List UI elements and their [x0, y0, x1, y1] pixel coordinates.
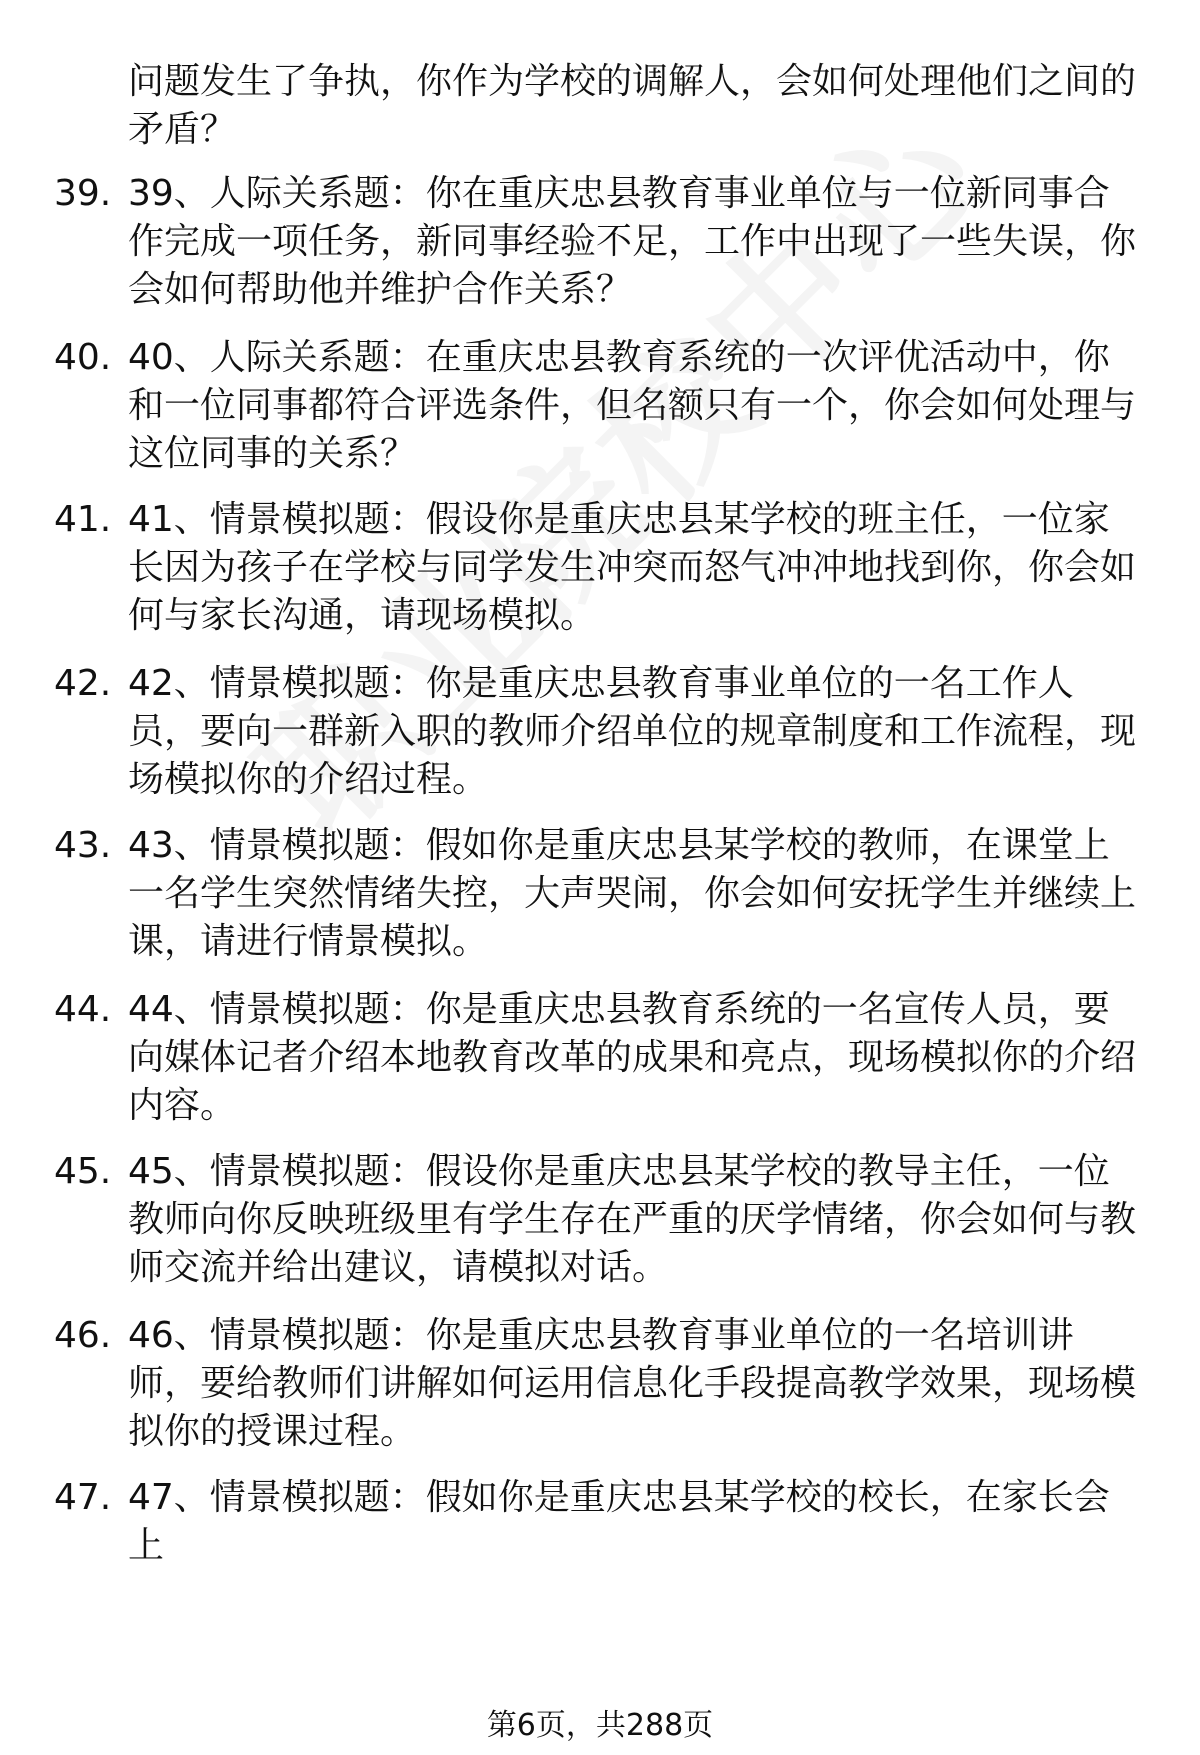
item-number: 47.	[54, 1477, 112, 1518]
item-text: 47、情景模拟题：假如你是重庆忠县某学校的校长，在家长会上	[128, 1477, 1110, 1566]
item-number: 46.	[54, 1315, 112, 1356]
item-text: 42、情景模拟题：你是重庆忠县教育事业单位的一名工作人员，要向一群新入职的教师介绍单位的规章制度和工作流程，现场模拟你的介绍过程。	[128, 663, 1137, 800]
item-number: 39.	[54, 173, 112, 214]
item-text: 39、人际关系题：你在重庆忠县教育事业单位与一位新同事合作完成一项任务，新同事经验不足，工作中出现了一些失误，你会如何帮助他并维护合作关系？	[128, 173, 1137, 310]
item-number: 41.	[54, 499, 112, 540]
item-text: 45、情景模拟题：假设你是重庆忠县某学校的教导主任，一位教师向你反映班级里有学生存在严重的厌学情绪，你会如何与教师交流并给出建议，请模拟对话。	[128, 1151, 1137, 1288]
item-text: 40、人际关系题：在重庆忠县教育系统的一次评优活动中，你和一位同事都符合评选条件，但名额只有一个，你会如何处理与这位同事的关系？	[128, 337, 1137, 474]
continuation-text: 问题发生了争执，你作为学校的调解人，会如何处理他们之间的矛盾？	[128, 61, 1137, 150]
item-number: 45.	[54, 1151, 112, 1192]
item-number: 43.	[54, 825, 112, 866]
item-number: 42.	[54, 663, 112, 704]
item-text: 43、情景模拟题：假如你是重庆忠县某学校的教师，在课堂上一名学生突然情绪失控，大声哭闹，你会如何安抚学生并继续上课，请进行情景模拟。	[128, 825, 1137, 962]
item-text: 44、情景模拟题：你是重庆忠县教育系统的一名宣传人员，要向媒体记者介绍本地教育改革的成果和亮点，现场模拟你的介绍内容。	[128, 989, 1137, 1126]
item-text: 41、情景模拟题：假设你是重庆忠县某学校的班主任，一位家长因为孩子在学校与同学发生冲突而怒气冲冲地找到你，你会如何与家长沟通，请现场模拟。	[128, 499, 1137, 636]
item-number: 44.	[54, 989, 112, 1030]
item-text: 46、情景模拟题：你是重庆忠县教育事业单位的一名培训讲师，要给教师们讲解如何运用信息化手段提高教学效果，现场模拟你的授课过程。	[128, 1315, 1137, 1452]
item-number: 40.	[54, 337, 112, 378]
page-footer: 第6页，共288页	[486, 1708, 714, 1743]
